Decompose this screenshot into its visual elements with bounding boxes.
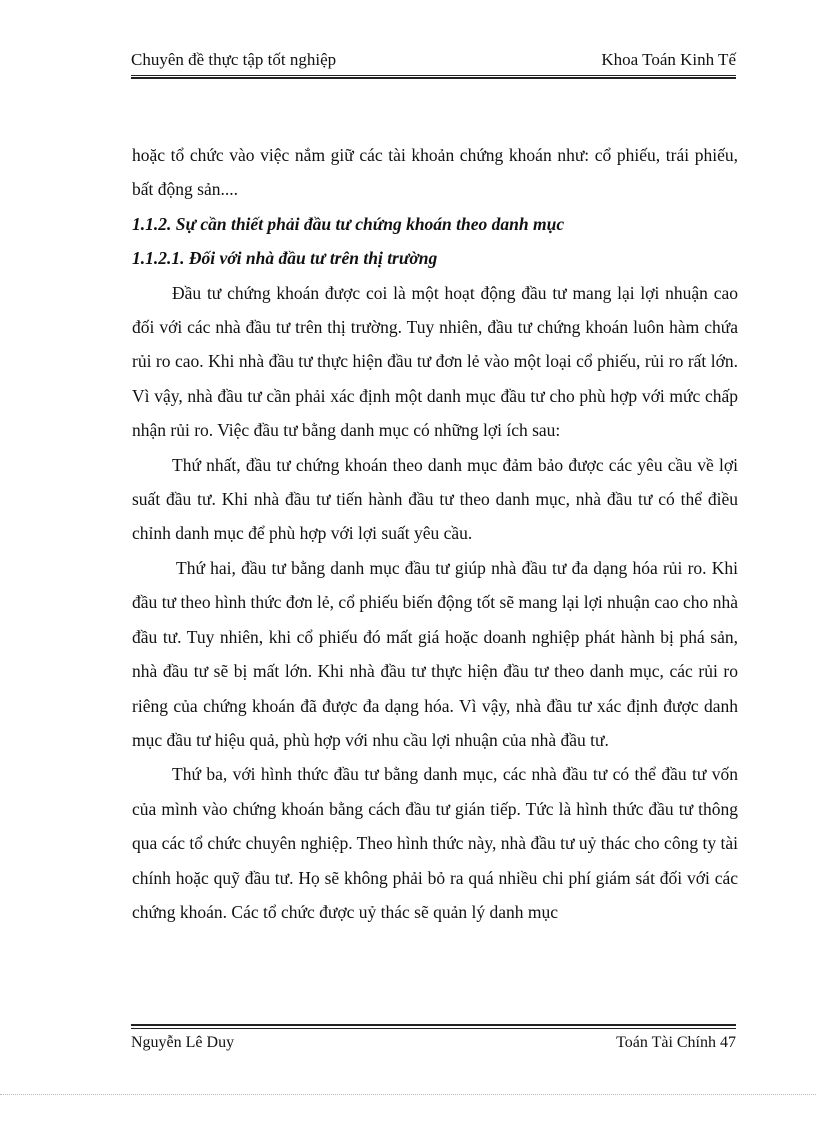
paragraph-continuation: hoặc tổ chức vào việc nắm giữ các tài khoản chứng khoán như: cổ phiếu, trái phiếu, bất động sản.... bbox=[132, 145, 738, 200]
page-edge-divider bbox=[0, 1094, 816, 1095]
subsection-heading: 1.1.2.1. Đối với nhà đầu tư trên thị trường bbox=[132, 248, 438, 269]
footer-author: Nguyễn Lê Duy bbox=[131, 1034, 235, 1051]
paragraph: Đầu tư chứng khoán được coi là một hoạt động đầu tư mang lại lợi nhuận cao đối với các nhà đầu tư trên thị trường. Tuy nhiên, đầu tư chứng khoán luôn hàm chứa rủi ro cao. Khi nhà đầu tư thực hiện đầu tư đơn lẻ vào một loại cổ phiếu, rủi ro rất lớn. Vì vậy, nhà đầu tư cần phải xác định một danh mục đầu tư cho phù hợp với mức chấp nhận rủi ro. Việc đầu tư bằng danh mục có những lợi ích sau: bbox=[132, 282, 738, 441]
footer-class: Toán Tài Chính 47 bbox=[616, 1034, 736, 1051]
footer-rule bbox=[131, 1028, 736, 1029]
paragraph: Thứ nhất, đầu tư chứng khoán theo danh mục đảm bảo được các yêu cầu về lợi suất đầu tư. Khi nhà đầu tư tiến hành đầu tư theo danh mục, nhà đầu tư có thể điều chỉnh danh mục để phù hợp với lợi suất yêu cầu. bbox=[132, 454, 738, 544]
section-heading: 1.1.2. Sự cần thiết phải đầu tư chứng khoán theo danh mục bbox=[132, 213, 565, 234]
header-rule bbox=[131, 75, 736, 76]
header-right-text: Khoa Toán Kinh Tế bbox=[601, 50, 736, 69]
page-footer bbox=[131, 1034, 736, 1058]
page-body bbox=[132, 138, 738, 929]
page-header bbox=[131, 50, 736, 76]
paragraph: Thứ hai, đầu tư bằng danh mục đầu tư giúp nhà đầu tư đa dạng hóa rủi ro. Khi đầu tư theo hình thức đơn lẻ, cổ phiếu biến động tốt sẽ mang lại lợi nhuận cao cho nhà đầu tư. Tuy nhiên, khi cổ phiếu đó mất giá hoặc doanh nghiệp phát hành bị phá sản, nhà đầu tư sẽ bị mất lớn. Khi nhà đầu tư thực hiện đầu tư theo danh mục, các rủi ro riêng của chứng khoán đã được đa dạng hóa. Vì vậy, nhà đầu tư xác định được danh mục đầu tư hiệu quả, phù hợp với nhu cầu lợi nhuận của nhà đầu tư. bbox=[132, 557, 738, 750]
footer-rule-thick bbox=[131, 1024, 736, 1026]
paragraph: Thứ ba, với hình thức đầu tư bằng danh mục, các nhà đầu tư có thể đầu tư vốn của mình vào chứng khoán bằng cách đầu tư gián tiếp. Tức là hình thức đầu tư thông qua các tổ chức chuyên nghiệp. Theo hình thức này, nhà đầu tư uỷ thác cho công ty tài chính hoặc quỹ đầu tư. Họ sẽ không phải bỏ ra quá nhiều chi phí giám sát đối với các chứng khoán. Các tổ chức được uỷ thác sẽ quản lý danh mục bbox=[132, 764, 738, 922]
header-rule-thick bbox=[131, 77, 736, 79]
header-left-text: Chuyên đề thực tập tốt nghiệp bbox=[131, 50, 337, 69]
